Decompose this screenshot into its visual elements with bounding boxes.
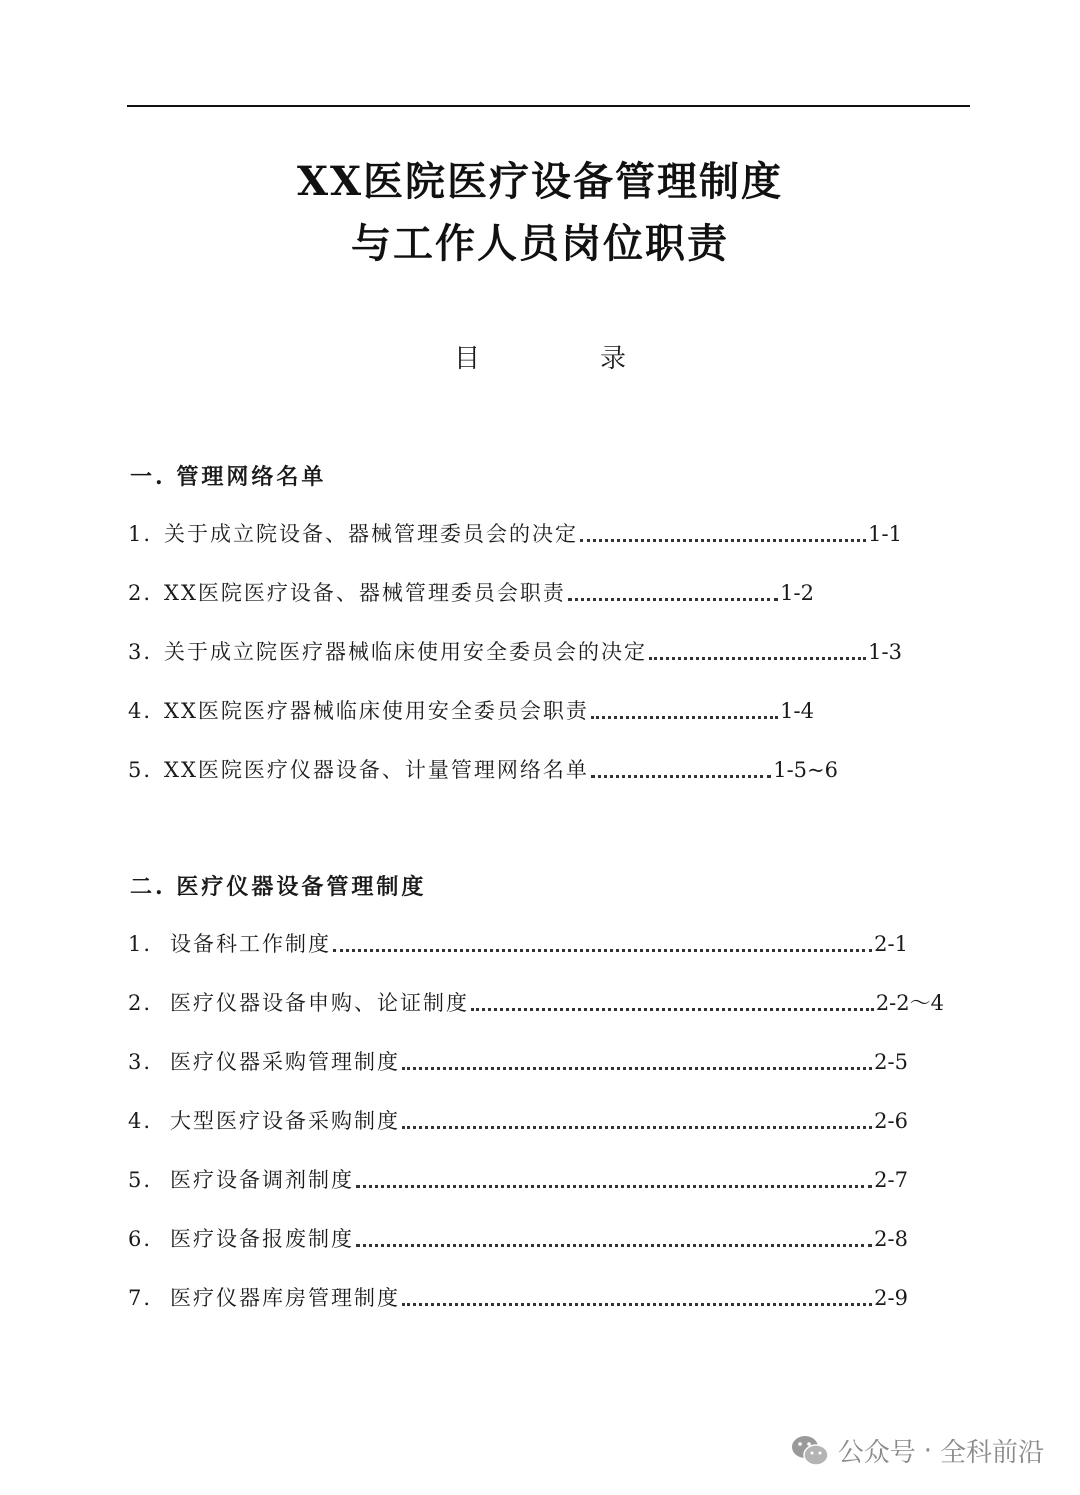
toc-item[interactable] — [128, 987, 944, 1017]
dot-leader — [402, 1067, 872, 1070]
toc-item[interactable] — [128, 928, 908, 958]
toc-item-page: 2-9 — [874, 1286, 908, 1310]
toc-item[interactable] — [128, 1164, 908, 1194]
top-rule — [127, 105, 970, 107]
toc-heading: 目录 — [453, 344, 746, 374]
toc-item-number: 5. — [128, 1168, 153, 1192]
toc-item-page: 2-5 — [874, 1050, 908, 1074]
toc-item-page: 1-3 — [868, 640, 902, 664]
document-title-line-1: XX医院医疗设备管理制度 — [296, 158, 784, 205]
toc-item-text: XX医院医疗设备、器械管理委员会职责 — [164, 581, 566, 605]
toc-item-text: 医疗设备报废制度 — [170, 1227, 354, 1251]
toc-item-page: 2-7 — [874, 1168, 908, 1192]
dot-leader — [356, 1185, 872, 1188]
document-title-line-2: 与工作人员岗位职责 — [351, 220, 729, 267]
toc-item-number: 6. — [128, 1227, 153, 1251]
toc-item-text: 医疗设备调剂制度 — [170, 1168, 354, 1192]
toc-item[interactable] — [128, 636, 902, 666]
toc-item-number: 3. — [128, 640, 153, 664]
toc-item[interactable] — [128, 1282, 908, 1312]
watermark-account-type: 公众号 — [837, 1438, 916, 1468]
toc-item-text: XX医院医疗仪器设备、计量管理网络名单 — [164, 758, 589, 782]
toc-item-number: 5. — [128, 758, 153, 782]
dot-leader — [471, 1008, 874, 1011]
toc-item-text: 医疗仪器采购管理制度 — [170, 1050, 400, 1074]
toc-item-page: 2-2～4 — [875, 991, 944, 1015]
dot-leader — [356, 1244, 872, 1247]
toc-item-number: 1. — [128, 932, 153, 956]
toc-item-number: 4. — [128, 699, 153, 723]
section-heading-2: 二. 医疗仪器设备管理制度 — [130, 874, 427, 900]
toc-item-text: 医疗仪器库房管理制度 — [170, 1286, 400, 1310]
dot-leader — [591, 775, 771, 778]
toc-item[interactable] — [128, 695, 814, 725]
toc-item-page: 1-2 — [780, 581, 814, 605]
toc-item-number: 1. — [128, 522, 153, 546]
toc-item-text: 关于成立院医疗器械临床使用安全委员会的决定 — [164, 640, 647, 664]
dot-leader — [402, 1126, 872, 1129]
toc-item-number: 4. — [128, 1109, 153, 1133]
dot-leader — [591, 716, 778, 719]
toc-item[interactable] — [128, 518, 902, 548]
toc-item[interactable] — [128, 1223, 908, 1253]
toc-item-page: 1-1 — [868, 522, 902, 546]
toc-item-number: 3. — [128, 1050, 153, 1074]
toc-item[interactable] — [128, 754, 838, 784]
toc-item-text: XX医院医疗器械临床使用安全委员会职责 — [164, 699, 589, 723]
dot-leader — [402, 1303, 872, 1306]
dot-leader — [333, 949, 872, 952]
toc-item-text: 大型医疗设备采购制度 — [170, 1109, 400, 1133]
toc-item-page: 2-8 — [874, 1227, 908, 1251]
dot-leader — [568, 598, 778, 601]
dot-leader — [580, 539, 866, 542]
toc-item-number: 7. — [128, 1286, 153, 1310]
toc-item-number: 2. — [128, 581, 153, 605]
watermark-separator: · — [923, 1435, 932, 1466]
toc-item[interactable] — [128, 1046, 908, 1076]
toc-item-text: 关于成立院设备、器械管理委员会的决定 — [164, 522, 578, 546]
dot-leader — [649, 657, 866, 660]
section-heading-1: 一. 管理网络名单 — [130, 464, 327, 490]
toc-item[interactable] — [128, 577, 814, 607]
toc-item[interactable] — [128, 1105, 908, 1135]
watermark — [790, 1432, 1044, 1469]
toc-item-text: 医疗仪器设备申购、论证制度 — [170, 991, 469, 1015]
toc-item-number: 2. — [128, 991, 153, 1015]
watermark-account-name: 全科前沿 — [939, 1438, 1044, 1468]
toc-item-text: 设备科工作制度 — [170, 932, 331, 956]
toc-item-page: 1-4 — [780, 699, 814, 723]
wechat-icon — [790, 1433, 830, 1469]
toc-item-page: 2-1 — [874, 932, 908, 956]
toc-item-page: 1-5~6 — [773, 758, 838, 782]
toc-item-page: 2-6 — [874, 1109, 908, 1133]
